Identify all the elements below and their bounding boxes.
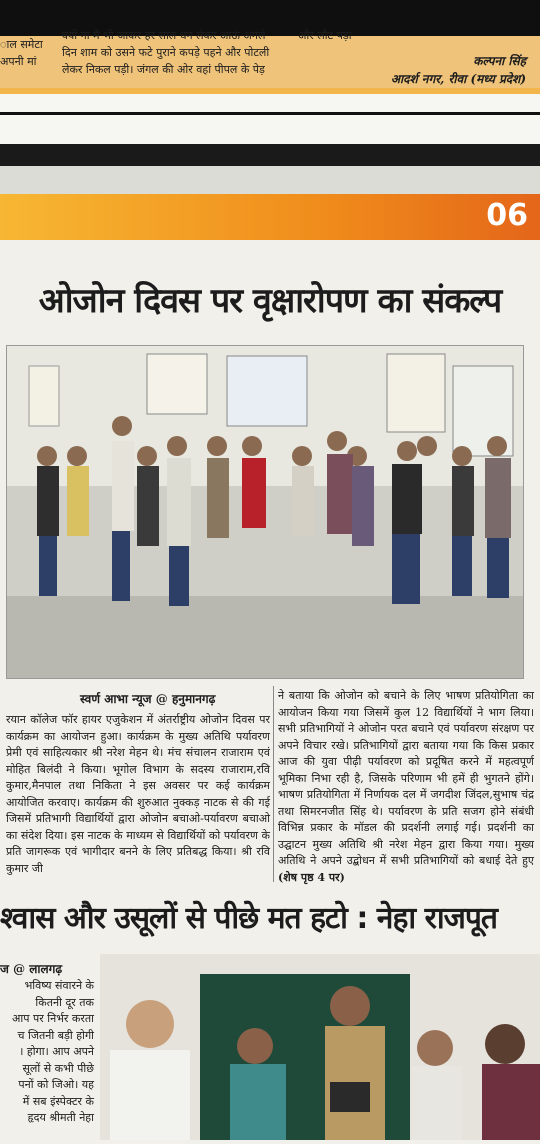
continued-note: (शेष पृष्ठ 4 पर) [278, 870, 345, 884]
group-photo [6, 345, 524, 679]
page-number: 06 [486, 198, 528, 233]
article-column-2-text: ने बताया कि ओजोन को बचाने के लिए भाषण प्रतियोगिता का आयोजन किया गया जिसमें कुल 12 विद्यार्थियों ने भाग लिया। सभी प्रतिभागियों ने ओजोन परत बचाने एवं पर्यावरण संरक्षण पर अपने विचार रखे। प्रतिभागियों द्वारा बताया गया कि किस प्रकार आज की युवा पीढ़ी पर्यावरण को प्रदूषित करने में महत्वपूर्ण भूमिका निभा रही है, जिसके परिणाम भी हमें ही भुगतने होंगे। भाषण प्रतियोगिता में निर्णायक दल में जगदीश जिंदल,सुभाष चंद्र तथा सिमरनजीत सिंह थे। पर्यावरण के प्रति सजग होने संबंधी विभिन्न प्रकार के मॉडल की प्रदर्शनी लगाई गई। प्रदर्शनी का उद्घाटन मुख्य अतिथि श्री नरेश मेहन द्वारा किया गया। मुख्य अतिथि ने अपने उद्बोधन में सभी प्रतिभागियों को बधाई देते हुए [278, 689, 534, 867]
felicitation-photo-illustration [100, 954, 540, 1140]
prev-column-1 [0, 36, 54, 70]
group-photo-illustration [7, 346, 523, 678]
black-rule [0, 112, 540, 115]
article2-line: पनों को जिओ। यह [18, 1078, 94, 1091]
felicitation-photo [100, 954, 540, 1140]
article2-line: भविष्य संवारने के [24, 979, 94, 992]
article2-line: हृदय श्रीमती नेहा [27, 1111, 94, 1124]
article2-line: में सब इंस्पेक्टर के [22, 1094, 94, 1108]
news-credit: स्वर्ण आभा न्यूज @ हनुमानगढ़ [80, 692, 216, 706]
column-divider [273, 686, 274, 882]
white-strip [0, 94, 540, 144]
prev-column-3: और लौट पड़ा [298, 29, 352, 42]
headline-neha: श्वास और उसूलों से पीछे मत हटो : नेहा राजपूत [0, 901, 498, 936]
prev-line: दिन शाम को उसने फटे पुराने कपड़े पहने और पोटली [62, 46, 270, 59]
article2-line: च जितनी बड़ी होगी [17, 1028, 94, 1042]
prev-line: क्यों ना मैं भी जाकर हर साल धन लेकर आऊं अगले [62, 29, 266, 42]
article2-line: । होगा। आप अपने [19, 1045, 94, 1058]
headline-ozone: ओजोन दिवस पर वृक्षारोपण का संकल्प [38, 281, 502, 321]
prev-line: लेकर निकल पड़ी। जंगल की ओर वहां पीपल के पेड़ [62, 63, 265, 76]
prev-column-2 [62, 27, 286, 78]
article2-byline: ज @ लालगढ़ [0, 962, 63, 976]
prev-line: अपनी मां [0, 55, 37, 68]
article2-line: आप पर निर्भर करता [12, 1012, 94, 1025]
page-margin [0, 166, 540, 194]
article2-column [0, 978, 94, 1140]
author-name: कल्पना सिंह [473, 54, 526, 68]
dark-gap [0, 144, 540, 166]
section-header-band [0, 194, 540, 240]
article-column-1: रयान कॉलेज फॉर हायर एजुकेशन में अंतर्राष्ट्रीय ओजोन दिवस पर कार्यक्रम का आयोजन हुआ। कार्यक्रम के मुख्य अतिथि पर्यावरण प्रेमी एवं साहित्यकार श्री नरेश मेहन थे। मंच संचालन राजाराम एवं मोहित बिलंदी ने किया। भूगोल विभाग के सदस्य राजाराम,रवि कुमार,मैनपाल तथा निकिता ने इस अवसर पर कई कार्यक्रम आयोजित करवाए। कार्यक्रम की शुरुआत नुक्कड़ नाटक से की गई जिसमें प्रतिभागी विद्यार्थियों द्वारा ओजोन बचाओ-पर्यावरण बचाओ का संदेश दिया। इस नाटक के माध्यम से विद्यार्थियों को पर्यावरण के प्रति जागरूक एवं भागीदार बनने के लिए प्रतिबद्ध किया। श्री रवि कुमार जी [6, 713, 270, 875]
previous-article-strip [0, 29, 540, 88]
article2-line: सूलों से कभी पीछे [22, 1061, 94, 1075]
prev-line: ाल समेटा [0, 38, 43, 51]
article-column-2 [278, 688, 534, 886]
article2-line: कितनी दूर तक [35, 995, 94, 1009]
author-place: आदर्श नगर, रीवा (मध्य प्रदेश) [390, 72, 526, 86]
